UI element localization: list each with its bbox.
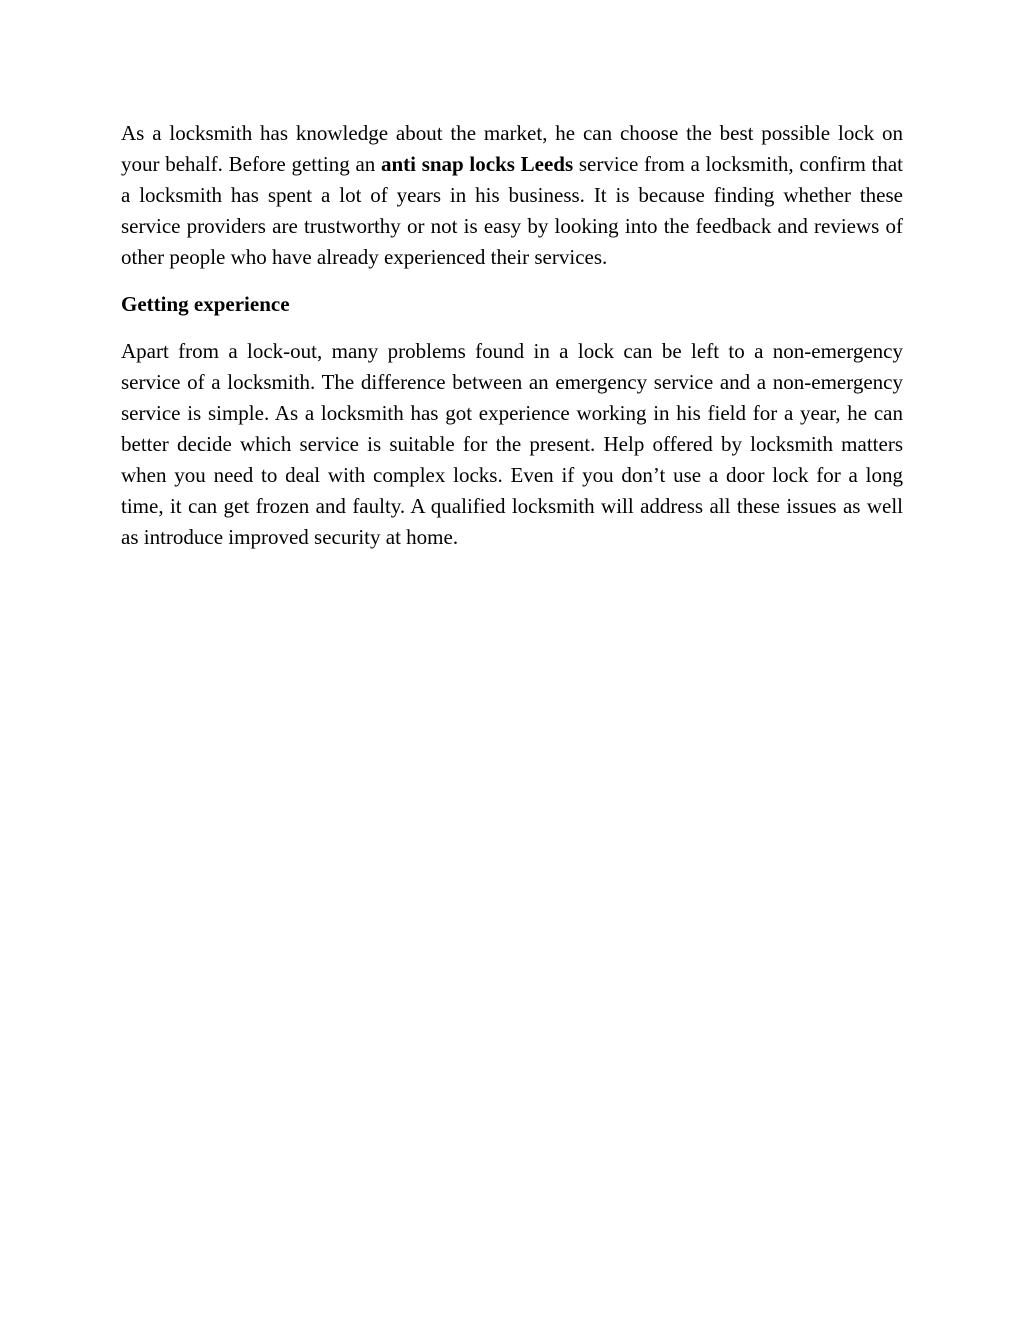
keyword-link-text: anti snap locks Leeds — [381, 152, 574, 176]
paragraph-intro — [121, 118, 903, 273]
paragraph-intro-text-end: service from a locksmith, confirm that a locksmith has spent a lot of years in his business. It is because finding whether these service providers are trustworthy or not is easy by looking into the feedback and reviews of other people who have already experienced their services. — [121, 152, 904, 269]
document-page — [121, 118, 903, 553]
paragraph-experience: Apart from a lock-out, many problems found in a lock can be left to a non-emergency service of a locksmith. The difference between an emergency service and a non-emergency service is simple. As a locksmith has got experience working in his field for a year, he can better decide which service is suitable for the present. Help offered by locksmith matters when you need to deal with complex locks. Even if you don’t use a door lock for a long time, it can get frozen and faulty. A qualified locksmith will address all these issues as well as introduce improved security at home. — [121, 339, 903, 549]
section-heading: Getting experience — [121, 292, 290, 316]
paragraph-intro-text-start: As a locksmith has knowledge about the market, he can choose the best possible lock on your behalf. Before getting an — [121, 121, 903, 176]
